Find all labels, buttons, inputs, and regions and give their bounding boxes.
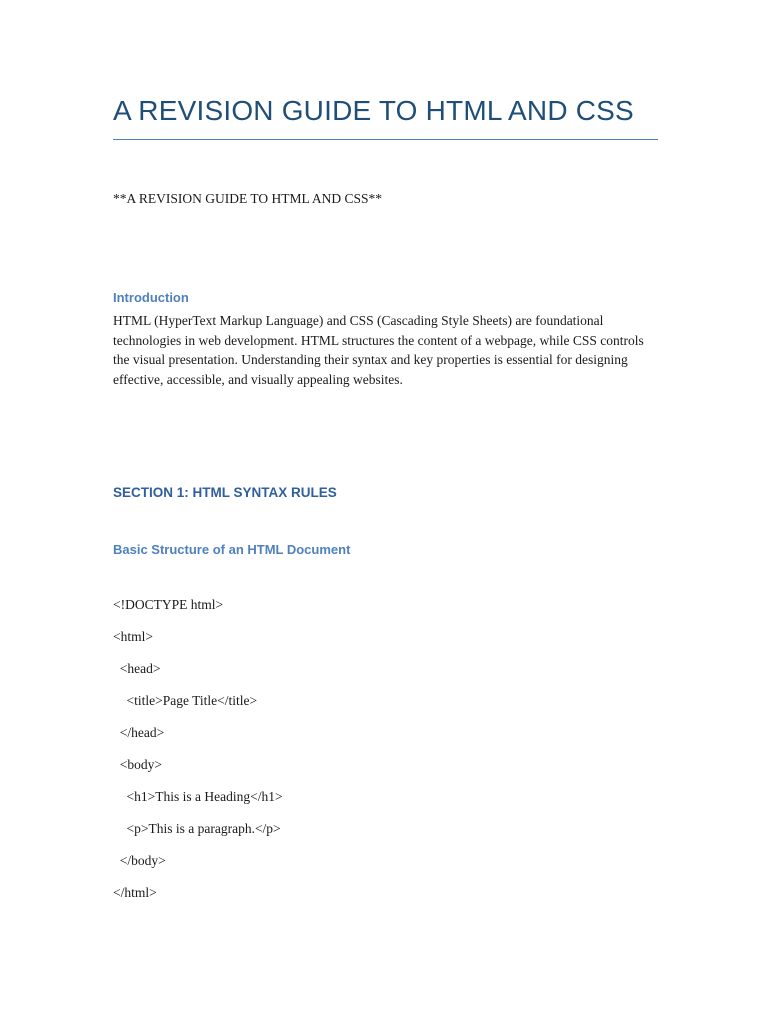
code-line: </body> bbox=[113, 853, 166, 868]
code-line: <head> bbox=[113, 661, 161, 676]
code-line: </head> bbox=[113, 725, 165, 740]
introduction-paragraph: HTML (HyperText Markup Language) and CSS (Cascading Style Sheets) are foundational technologies in web development. HTML structures the content of a webpage, while CSS controls the visual presentation. Understanding their syntax and key properties is essential for designing effective, accessible, and visually appealing websites. bbox=[113, 313, 644, 387]
code-line: <h1>This is a Heading</h1> bbox=[113, 789, 283, 804]
code-line: <html> bbox=[113, 629, 153, 644]
introduction-heading: Introduction bbox=[113, 290, 189, 305]
document-title: A REVISION GUIDE TO HTML AND CSS bbox=[113, 95, 634, 126]
code-line: <title>Page Title</title> bbox=[113, 693, 258, 708]
code-line: <p>This is a paragraph.</p> bbox=[113, 821, 281, 836]
html-structure-subheading: Basic Structure of an HTML Document bbox=[113, 542, 351, 557]
code-line: <body> bbox=[113, 757, 162, 772]
section-1-heading: SECTION 1: HTML SYNTAX RULES bbox=[113, 485, 337, 500]
code-line: </html> bbox=[113, 885, 157, 900]
code-line: <!DOCTYPE html> bbox=[113, 597, 224, 612]
document-subtitle: **A REVISION GUIDE TO HTML AND CSS** bbox=[113, 191, 383, 206]
title-divider bbox=[113, 139, 658, 140]
